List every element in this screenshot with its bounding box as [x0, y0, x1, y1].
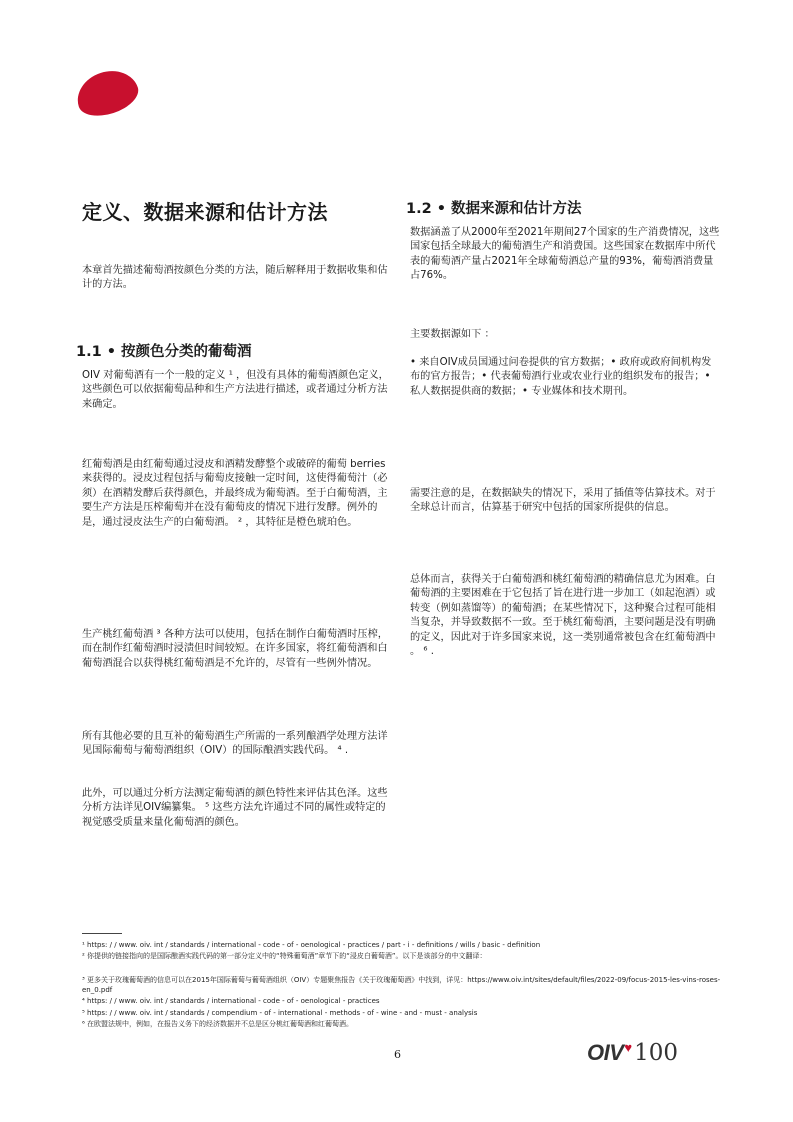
- right-paragraph-1: 数据涵盖了从2000年至2021年期间27个国家的生产消费情况，这些国家包括全球最大的葡萄酒生产和消费国。这些国家在数据库中所代表的葡萄酒产量占2021年全球葡萄酒总产量的93%，葡萄酒消费量占76%。: [410, 227, 720, 282]
- page-number: 6: [394, 1048, 401, 1061]
- heart-icon: ♥: [624, 1040, 633, 1055]
- footnote-3: ³ 更多关于玫瑰葡萄酒的信息可以在2015年国际葡萄与葡萄酒组织（OIV）专题聚焦报告《关于玫瑰葡萄酒》中找到，详见：https://www.oiv.int/sites/default/files/2022-09/focus-2015-les-vins-roses-en_0.pdf: [82, 976, 721, 994]
- oiv-100-logo: [587, 1040, 678, 1066]
- footnote-divider: [82, 933, 122, 934]
- footnote-4: ⁴ https: / / www. oiv. int / standards / international - code - of - oenological - practices: [82, 997, 380, 1005]
- footnote-5: ⁵ https: / / www. oiv. int / standards / compendium - of - international - methods - of - wine - and - must - analysis: [82, 1009, 478, 1017]
- right-paragraph-5: 总体而言，获得关于白葡萄酒和桃红葡萄酒的精确信息尤为困难。白葡萄酒的主要困难在于它包括了旨在进行进一步加工（如起泡酒）或转变（例如蒸馏等）的葡萄酒；在某些情况下，这种聚合过程可能相当复杂，并导致数据不一致。至于桃红葡萄酒，主要问题是没有明确的定义，因此对于许多国家来说，这一类别通常被包含在红葡萄酒中 。 ⁶ .: [410, 574, 716, 658]
- chapter-title: 定义、数据来源和估计方法: [82, 200, 328, 224]
- left-paragraph-3: 生产桃红葡萄酒 ³ 各种方法可以使用，包括在制作白葡萄酒时压榨，而在制作红葡萄酒时浸渍但时间较短。在许多国家，将红葡萄酒和白葡萄酒混合以获得桃红葡萄酒是不允许的，尽管有一些例外情况。: [82, 629, 388, 669]
- footnote-6: ⁶ 在欧盟法规中，例如，在报告义务下的经济数据并不总是区分桃红葡萄酒和红葡萄酒。: [82, 1020, 354, 1028]
- right-paragraph-3: • 来自OIV成员国通过问卷提供的官方数据；• 政府或政府间机构发布的官方报告；• 代表葡萄酒行业或农业行业的组织发布的报告；• 私人数据提供商的数据；• 专业媒体和技术期刊。: [410, 357, 712, 397]
- section-heading-1-1: 1.1 • 按颜色分类的葡萄酒: [76, 344, 252, 360]
- intro-paragraph: 本章首先描述葡萄酒按颜色分类的方法，随后解释用于数据收集和估计的方法。: [82, 265, 388, 291]
- decorative-red-blob: [71, 63, 143, 122]
- left-paragraph-4: 所有其他必要的且互补的葡萄酒生产所需的一系列酿酒学处理方法详见国际葡萄与葡萄酒组织（OIV）的国际酿酒实践代码。 ⁴ .: [82, 731, 388, 757]
- logo-number: 100: [634, 1040, 679, 1066]
- footnote-2: ² 你提供的链接指向的是国际酿酒实践代码的第一部分定义中的“特殊葡萄酒”章节下的“浸皮白葡萄酒”。以下是该部分的中文翻译：: [82, 952, 487, 960]
- footnote-1: ¹ https: / / www. oiv. int / standards / international - code - of - oenological - practices / part - i - definitions / wills / basic - definition: [82, 941, 541, 949]
- right-paragraph-2: 主要数据源如下 ：: [410, 329, 495, 340]
- left-paragraph-1: OIV 对葡萄酒有一个一般的定义 ¹ ，但没有具体的葡萄酒颜色定义，这些颜色可以依据葡萄品种和生产方法进行描述，或者通过分析方法来确定。: [82, 370, 389, 410]
- section-heading-1-2: 1.2 • 数据来源和估计方法: [406, 201, 582, 217]
- oiv-logo-text: OIV: [587, 1040, 624, 1065]
- right-paragraph-4: 需要注意的是，在数据缺失的情况下，采用了插值等估算技术。对于全球总计而言，估算基于研究中包括的国家所提供的信息。: [410, 488, 716, 514]
- left-paragraph-5: 此外，可以通过分析方法测定葡萄酒的颜色特性来评估其色泽。这些分析方法详见OIV编纂集。 ⁵ 这些方法允许通过不同的属性或特定的视觉感受质量来量化葡萄酒的颜色。: [82, 788, 388, 828]
- left-paragraph-2: 红葡萄酒是由红葡萄通过浸皮和酒精发酵整个或破碎的葡萄 berries 来获得的。浸皮过程包括与葡萄皮接触一定时间，这使得葡萄汁（必须）在酒精发酵后获得颜色，并最终成为葡萄酒。至于白葡萄酒，主要生产方法是压榨葡萄并在没有葡萄皮的情况下进行发酵。例外的是，通过浸皮法生产的白葡萄酒。 ² ，其特征是橙色琥珀色。: [82, 459, 388, 528]
